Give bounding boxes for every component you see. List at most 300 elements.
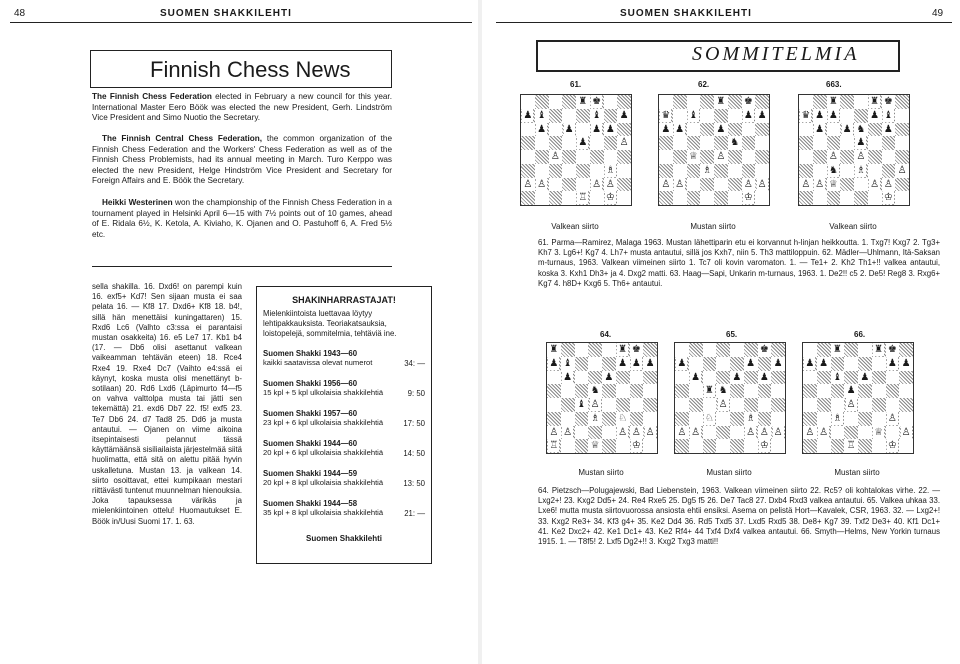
board-square	[716, 398, 730, 412]
chess-piece-icon: ♟	[716, 123, 726, 135]
item-name: Suomen Shakki 1944—58	[263, 499, 358, 508]
running-head: SUOMEN SHAKKILEHTI	[620, 8, 752, 19]
board-square	[872, 426, 886, 440]
board-square	[716, 439, 730, 453]
board-square	[547, 371, 561, 385]
chess-piece-icon: ♟	[815, 123, 825, 135]
board-square	[561, 357, 575, 371]
board-square	[854, 191, 868, 205]
board-square	[575, 398, 589, 412]
board-square	[575, 439, 589, 453]
chess-piece-icon: ♗	[856, 164, 866, 176]
chess-piece-icon: ♙	[677, 426, 687, 438]
board-square	[700, 164, 714, 178]
board-square	[854, 150, 868, 164]
board-square	[728, 123, 742, 137]
chess-piece-icon: ♜	[716, 96, 726, 107]
board-square	[549, 136, 563, 150]
board-square	[803, 343, 817, 357]
board-square	[617, 164, 631, 178]
chess-piece-icon: ♝	[592, 109, 602, 121]
board-square	[549, 191, 563, 205]
board-square	[730, 371, 744, 385]
board-square	[882, 178, 896, 192]
diagram-number: 663.	[826, 80, 842, 89]
board-square	[872, 384, 886, 398]
chess-piece-icon: ♙	[856, 151, 866, 162]
board-square	[535, 164, 549, 178]
board-square	[827, 164, 841, 178]
board-square	[602, 384, 616, 398]
item-price: 34: —	[404, 359, 425, 368]
chess-piece-icon: ♙	[563, 426, 573, 438]
board-square	[687, 123, 701, 137]
board-square	[716, 357, 730, 371]
board-square	[521, 95, 535, 109]
chess-piece-icon: ♕	[688, 151, 698, 162]
board-square	[886, 357, 900, 371]
item-price: 21: —	[404, 509, 425, 518]
board-square	[831, 371, 845, 385]
diagram-number: 65.	[726, 330, 738, 339]
board-square	[604, 136, 618, 150]
board-square	[899, 426, 913, 440]
board-square	[744, 398, 758, 412]
page-number: 49	[932, 8, 944, 19]
diagram-caption: Mustan siirto	[690, 222, 736, 231]
board-square	[840, 150, 854, 164]
board-square	[714, 178, 728, 192]
board-square	[562, 164, 576, 178]
chess-piece-icon: ♟	[604, 371, 614, 383]
chess-piece-icon: ♙	[718, 399, 728, 410]
board-square	[730, 384, 744, 398]
board-square	[858, 384, 872, 398]
board-square	[700, 95, 714, 109]
board-square	[689, 412, 703, 426]
board-square	[675, 398, 689, 412]
board-square	[730, 398, 744, 412]
board-square	[844, 426, 858, 440]
board-square	[689, 371, 703, 385]
board-square	[744, 343, 758, 357]
chess-piece-icon: ♟	[846, 385, 856, 397]
chess-piece-icon: ♟	[631, 357, 641, 369]
board-square	[714, 136, 728, 150]
board-square	[854, 136, 868, 150]
board-square	[771, 343, 785, 357]
chess-piece-icon: ♟	[773, 357, 783, 369]
section-rule	[92, 266, 392, 267]
board-square	[744, 357, 758, 371]
board-square	[882, 95, 896, 109]
board-square	[521, 164, 535, 178]
subscription-item	[263, 349, 425, 379]
chess-piece-icon: ♟	[828, 109, 838, 121]
chess-piece-icon: ♟	[523, 109, 533, 121]
board-square	[755, 178, 769, 192]
chess-piece-icon: ♙	[592, 178, 602, 190]
board-square	[771, 371, 785, 385]
chess-piece-icon: ♟	[537, 123, 547, 135]
chess-piece-icon: ♝	[883, 109, 893, 121]
news-text: won the championship of the Finnish Chess Federation in a tournament played in Helsinki April 6—15 with 7½ points out of 10 games, ahead of E. Ridala 6½, K. Ketola, A. Kiviaho, K. Ojanen and O. Pastuhoff 6, A. Fred 5½ etc.	[92, 198, 392, 239]
board-square	[868, 191, 882, 205]
chess-piece-icon: ♟	[743, 109, 753, 121]
board-square	[858, 426, 872, 440]
board-square	[840, 164, 854, 178]
chess-piece-icon: ♚	[883, 96, 893, 107]
item-desc: 20 kpl + 6 kpl ulkolaisia shakkilehtiä	[263, 448, 384, 457]
board-square	[844, 439, 858, 453]
chess-piece-icon: ♝	[832, 371, 842, 383]
board-square	[895, 109, 909, 123]
board-square	[576, 178, 590, 192]
board-square	[799, 191, 813, 205]
board-square	[714, 164, 728, 178]
board-square	[521, 191, 535, 205]
board-square	[562, 178, 576, 192]
board-square	[854, 95, 868, 109]
board-square	[742, 109, 756, 123]
board-square	[604, 150, 618, 164]
board-square	[643, 371, 657, 385]
board-square	[575, 426, 589, 440]
board-square	[886, 412, 900, 426]
item-price: 9: 50	[407, 389, 425, 398]
board-square	[675, 439, 689, 453]
board-square	[604, 191, 618, 205]
board-square	[616, 357, 630, 371]
board-square	[675, 412, 689, 426]
chess-piece-icon: ♟	[759, 371, 769, 383]
board-square	[728, 178, 742, 192]
board-square	[895, 191, 909, 205]
board-square	[687, 164, 701, 178]
chess-piece-icon: ♚	[743, 96, 753, 107]
chess-piece-icon: ♙	[815, 178, 825, 190]
board-square	[575, 371, 589, 385]
chess-piece-icon: ♝	[576, 399, 586, 410]
chess-piece-icon: ♙	[716, 151, 726, 162]
chess-piece-icon: ♟	[856, 137, 866, 149]
board-square	[588, 357, 602, 371]
board-square	[817, 412, 831, 426]
board-square	[576, 123, 590, 137]
board-square	[700, 136, 714, 150]
chess-piece-icon: ♛	[661, 109, 671, 121]
board-square	[703, 412, 717, 426]
page-number: 48	[14, 8, 26, 19]
board-square	[602, 398, 616, 412]
board-square	[813, 150, 827, 164]
chess-piece-icon: ♟	[746, 357, 756, 369]
board-square	[643, 357, 657, 371]
board-square	[886, 343, 900, 357]
chess-piece-icon: ♞	[718, 385, 728, 397]
board-square	[899, 439, 913, 453]
board-square	[895, 178, 909, 192]
board-square	[803, 357, 817, 371]
board-square	[675, 371, 689, 385]
board-square	[827, 136, 841, 150]
chess-piece-icon: ♖	[846, 440, 856, 452]
board-square	[755, 123, 769, 137]
board-square	[576, 164, 590, 178]
chess-piece-icon: ♕	[590, 440, 600, 452]
board-square	[716, 426, 730, 440]
item-desc: 23 kpl + 6 kpl ulkolaisia shakkilehtiä	[263, 418, 384, 427]
board-square	[561, 439, 575, 453]
subscription-heading: SHAKINHARRASTAJAT!	[292, 295, 396, 305]
board-square	[687, 136, 701, 150]
board-square	[576, 109, 590, 123]
board-square	[703, 371, 717, 385]
board-square	[604, 164, 618, 178]
board-square	[643, 412, 657, 426]
board-square	[817, 426, 831, 440]
chess-piece-icon: ♔	[887, 440, 897, 452]
board-square	[562, 136, 576, 150]
board-square	[728, 150, 742, 164]
board-square	[549, 164, 563, 178]
board-square	[616, 439, 630, 453]
board-square	[744, 384, 758, 398]
board-square	[813, 109, 827, 123]
board-square	[827, 178, 841, 192]
board-square	[803, 384, 817, 398]
board-square	[689, 439, 703, 453]
chess-piece-icon: ♔	[631, 440, 641, 452]
board-square	[561, 371, 575, 385]
board-square	[617, 109, 631, 123]
board-square	[689, 398, 703, 412]
section-title: SOMMITELMIA	[692, 43, 860, 65]
chess-piece-icon: ♟	[677, 357, 687, 369]
board-square	[817, 398, 831, 412]
board-square	[588, 426, 602, 440]
right-page	[482, 0, 960, 664]
board-square	[575, 412, 589, 426]
chess-piece-icon: ♙	[887, 412, 897, 424]
chess-piece-icon: ♙	[537, 178, 547, 190]
solutions-61-63: 61. Parma—Ramirez, Malaga 1963. Mustan lähettiparin etu ei korvannut h-linjan heikkoutta. 1. Txg7! Kxg7 2. Tg3+ Kh7 3. Lg6+! Kg7 4. Lh7+ musta antautui, sillä jos Kxh7, niin 5. Th3 mattiloppuin. 62. Mädler—Uhlmann, Itä-Saksan m-turnaus, 1963. Valkean viimeinen siirto 1. Tc7 oli kovin varomaton. 1. — Te1+ 2. Kh2 Th1+!! valkea antautui, koska 3. Kxh1 Dh3+ ja 4. Dxg2 matti. 63. Haag—Sapi, Unkarin m-turnaus, 1963. 1. De2!! c5 2. De5! Reg8 3. Rxg6+ Kg7 4. h8D+ Kxg6 5. Th6+ antautui.	[538, 238, 940, 288]
board-square	[899, 357, 913, 371]
board-square	[755, 150, 769, 164]
board-square	[758, 398, 772, 412]
chess-piece-icon: ♙	[550, 151, 560, 162]
news-lead: The Finnish Chess Federation	[92, 92, 212, 101]
board-square	[844, 343, 858, 357]
chess-piece-icon: ♟	[645, 357, 655, 369]
board-square	[675, 384, 689, 398]
board-square	[659, 95, 673, 109]
board-square	[588, 384, 602, 398]
board-square	[616, 343, 630, 357]
board-square	[840, 109, 854, 123]
board-square	[687, 150, 701, 164]
chess-piece-icon: ♟	[564, 123, 574, 135]
board-square	[562, 191, 576, 205]
subscription-footer: Suomen Shakkilehti	[305, 534, 383, 543]
board-square	[562, 123, 576, 137]
chess-piece-icon: ♔	[759, 440, 769, 452]
board-square	[872, 398, 886, 412]
board-square	[590, 178, 604, 192]
board-square	[742, 178, 756, 192]
board-square	[831, 426, 845, 440]
chess-piece-icon: ♖	[578, 192, 588, 204]
item-desc: kaikki saatavissa olevat numerot	[263, 358, 373, 367]
chess-piece-icon: ♟	[732, 371, 742, 383]
board-square	[817, 439, 831, 453]
board-square	[630, 439, 644, 453]
board-square	[872, 439, 886, 453]
board-square	[673, 95, 687, 109]
chess-piece-icon: ♙	[901, 426, 911, 438]
board-square	[687, 178, 701, 192]
board-square	[872, 412, 886, 426]
chess-piece-icon: ♟	[605, 123, 615, 135]
board-square	[689, 384, 703, 398]
chess-piece-icon: ♙	[773, 426, 783, 438]
board-square	[771, 384, 785, 398]
board-square	[803, 412, 817, 426]
chess-piece-icon: ♝	[688, 109, 698, 121]
board-square	[882, 191, 896, 205]
chess-piece-icon: ♟	[887, 357, 897, 369]
chess-piece-icon: ♟	[618, 357, 628, 369]
chess-piece-icon: ♘	[618, 412, 628, 424]
board-square	[899, 371, 913, 385]
board-square	[744, 412, 758, 426]
news-text: elected in February a new council for this year. International Master Eero Böök was elected the new President, Gerh. Lindström Vice President and Simo Nuotio the Secretary.	[92, 92, 392, 123]
board-square	[858, 371, 872, 385]
board-square	[549, 95, 563, 109]
board-square	[872, 357, 886, 371]
board-square	[872, 371, 886, 385]
item-desc: 35 kpl + 8 kpl ulkolaisia shakkilehtiä	[263, 508, 384, 517]
chess-piece-icon: ♙	[675, 178, 685, 190]
board-square	[840, 136, 854, 150]
board-square	[630, 412, 644, 426]
board-square	[886, 439, 900, 453]
board-square	[659, 136, 673, 150]
board-square	[617, 178, 631, 192]
chess-piece-icon: ♙	[605, 178, 615, 190]
board-square	[831, 398, 845, 412]
board-square	[840, 95, 854, 109]
board-square	[673, 191, 687, 205]
board-square	[882, 123, 896, 137]
news-lead: Heikki Westerinen	[102, 198, 173, 207]
diagram-caption: Valkean siirto	[551, 222, 599, 231]
board-square	[758, 384, 772, 398]
board-square	[562, 95, 576, 109]
board-square	[868, 178, 882, 192]
board-square	[673, 150, 687, 164]
board-square	[899, 412, 913, 426]
board-square	[742, 164, 756, 178]
game-annotation-column: sella shakilla. 16. Dxd6! on parempi kuin 16. exf5+ Kd7! Sen sijaan musta ei saa pelata 16. — Kf8 17. Dxd6+ Kf8 18. b4!, sillä hän menettäisi kuningattaren) 15. Rxd6 Lc6 (Valhto c3:ssa ei parantaisi mustan osakkeita) 16. e5 Le7 17. Kb1 b4 (17. — Db6 olisi asettanut valkean vaikeamman tehtävän eteen) 18. Rce4 Rxe4 19. Rxe4 Dc7 (Vaihto e4:ssä ei käynyt, koska musta olisi menettänyt b-sotilaan) 20. Rd6 Lxd6 (Läpimurto f4—f5 on vahva valttolpa musta tai jätti sen tekemättä) 21. exd6 Db7 22. f5! exf5 23. Te7 Db6 24. d7 Tad8 25. Dd6 ja musta antautui. — Ojanen on viime aikoina itsepintaisesti pelannut tässä käyttämäänsä sisiliailaista järjestelmää siitä huolimatta, että sitä on alettu pitää hyvin uskalletuna. Mustan 13. ja valkean 14. siirto osoittavat, ettei kumpikaan mestari riittävästi tuntenut muunnelman hienouksia. Joka tapauksessa värikäs ja mielenkiintoinen ottelu! Huomautukset E. Böök in/Uusi Suomi 17. 1. 63.	[92, 282, 242, 526]
board-square	[758, 343, 772, 357]
chess-piece-icon: ♔	[883, 192, 893, 204]
board-square	[675, 426, 689, 440]
board-square	[703, 343, 717, 357]
board-square	[799, 178, 813, 192]
board-square	[831, 343, 845, 357]
board-square	[813, 136, 827, 150]
board-square	[714, 191, 728, 205]
board-square	[616, 384, 630, 398]
board-square	[886, 384, 900, 398]
news-paragraph-3	[92, 198, 392, 240]
board-square	[827, 123, 841, 137]
board-square	[744, 371, 758, 385]
board-square	[730, 357, 744, 371]
chess-piece-icon: ♟	[619, 109, 629, 121]
news-lead: The Finnish Central Chess Federation,	[102, 134, 263, 143]
board-square	[675, 357, 689, 371]
board-square	[714, 95, 728, 109]
board-square	[831, 439, 845, 453]
chess-piece-icon: ♜	[618, 344, 628, 355]
board-square	[730, 412, 744, 426]
chess-piece-icon: ♔	[605, 192, 615, 204]
board-square	[703, 398, 717, 412]
board-square	[858, 398, 872, 412]
running-head: SUOMEN SHAKKILEHTI	[160, 8, 292, 19]
board-square	[771, 426, 785, 440]
chess-piece-icon: ♚	[592, 96, 602, 107]
board-square	[643, 439, 657, 453]
board-square	[728, 109, 742, 123]
diagram-caption: Mustan siirto	[578, 468, 624, 477]
board-square	[728, 164, 742, 178]
chess-piece-icon: ♟	[578, 137, 588, 149]
board-square	[576, 136, 590, 150]
board-square	[714, 150, 728, 164]
board-square	[590, 123, 604, 137]
chess-piece-icon: ♙	[645, 426, 655, 438]
board-square	[700, 178, 714, 192]
board-square	[687, 191, 701, 205]
board-square	[616, 398, 630, 412]
subscription-box	[256, 286, 432, 564]
chess-piece-icon: ♙	[743, 178, 753, 190]
board-square	[643, 398, 657, 412]
board-square	[689, 343, 703, 357]
board-square	[659, 191, 673, 205]
board-square	[755, 109, 769, 123]
board-square	[535, 191, 549, 205]
chess-piece-icon: ♙	[661, 178, 671, 190]
board-square	[659, 150, 673, 164]
board-square	[840, 123, 854, 137]
board-square	[630, 371, 644, 385]
chess-piece-icon: ♔	[743, 192, 753, 204]
item-name: Suomen Shakki 1943—60	[263, 349, 358, 358]
chess-piece-icon: ♚	[759, 344, 769, 355]
board-square	[575, 343, 589, 357]
board-square	[844, 357, 858, 371]
chess-piece-icon: ♜	[704, 385, 714, 397]
chess-piece-icon: ♟	[592, 123, 602, 135]
chess-piece-icon: ♝	[563, 357, 573, 369]
board-square	[854, 123, 868, 137]
board-square	[659, 178, 673, 192]
board-square	[854, 109, 868, 123]
